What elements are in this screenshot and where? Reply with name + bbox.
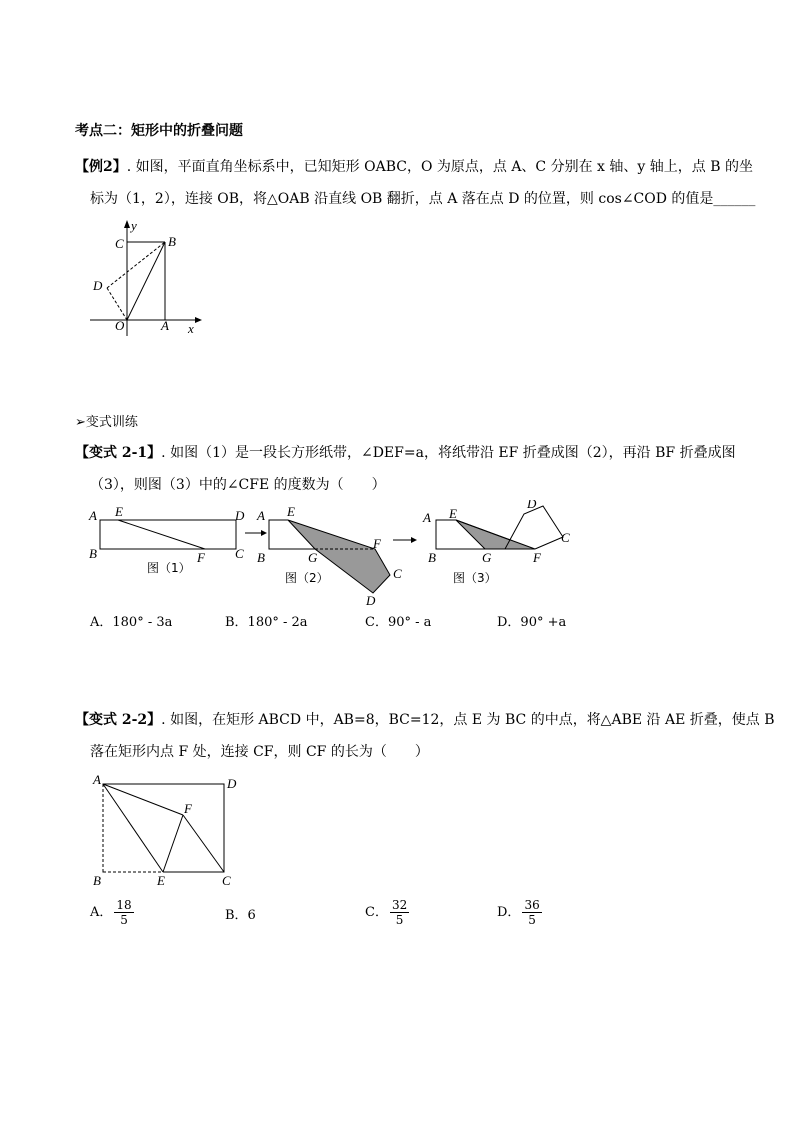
- q2-label-a: A: [93, 772, 101, 787]
- variant-2-1-text-1: . 如图（1）是一段长方形纸带，∠DEF=a，将纸带沿 EF 折叠成图（2），再沿 BF 折叠成图: [161, 445, 736, 461]
- variant-2-2-line-1: [75, 711, 775, 729]
- fig3-caption: 图（3）: [453, 571, 497, 585]
- q2-option-b[interactable]: B．6: [225, 908, 256, 923]
- q2-label-d: D: [227, 776, 237, 791]
- q2-option-a[interactable]: A． $\frac{18}{5}$: [90, 898, 132, 927]
- variant-2-1-line-2: （3），则图（3）中的∠CFE 的度数为（ ）: [90, 477, 386, 493]
- example-2-line-2: 标为（1，2），连接 OB，将△OAB 沿直线 OB 翻折，点 A 落在点 D 的位置，则 cos∠COD 的值是______: [90, 191, 756, 207]
- example-2-text-1: . 如图，平面直角坐标系中，已知矩形 OABC，O 为原点，点 A、C 分别在 x 轴、y 轴上，点 B 的坐: [126, 159, 753, 175]
- fig2-label-e: E: [287, 504, 295, 519]
- variant-2-1-line-1: [75, 444, 736, 462]
- y-axis-arrow: [124, 220, 130, 228]
- section-title: 考点二：矩形中的折叠问题: [75, 123, 243, 139]
- fig1-label-c: C: [235, 546, 244, 561]
- fig1-label-d: D: [235, 508, 245, 523]
- q2-label-e: E: [157, 873, 165, 888]
- label-o: O: [115, 318, 125, 333]
- variant-2-1-label: 【变式 2-1】: [75, 445, 162, 461]
- label-c: C: [115, 236, 124, 251]
- label-d: D: [93, 278, 103, 293]
- label-b: B: [168, 234, 176, 249]
- fig2-label-g: G: [308, 550, 318, 565]
- variant-2-1-figures: [85, 500, 585, 610]
- fig2-label-c: C: [393, 566, 402, 581]
- q2-label-c: C: [222, 873, 231, 888]
- fig3-label-g: G: [482, 550, 492, 565]
- option-d[interactable]: D．90° +a: [497, 615, 567, 630]
- label-y: y: [131, 218, 137, 233]
- fig1-label-b: B: [89, 546, 97, 561]
- figure-3: [422, 500, 570, 585]
- segment-fc: [183, 815, 224, 872]
- x-axis-arrow: [195, 317, 202, 323]
- segment-ob: [127, 242, 165, 320]
- q2-option-c[interactable]: C． $\frac{32}{5}$: [365, 898, 408, 927]
- fig1-label-f: F: [197, 550, 205, 565]
- fig3-label-a: A: [423, 510, 431, 525]
- example-2-figure: [85, 218, 210, 338]
- variant-2-2-figure: [85, 768, 255, 893]
- fig1-caption: 图（1）: [147, 561, 191, 575]
- label-a: A: [161, 318, 169, 333]
- q2-label-f: F: [184, 801, 192, 816]
- fig3-label-e: E: [449, 506, 457, 521]
- segment-af: [103, 784, 183, 815]
- example-2-label: 【例2】: [75, 159, 127, 175]
- fig3-label-b: B: [428, 550, 436, 565]
- option-a[interactable]: A．180° - 3a: [90, 615, 173, 630]
- variant-2-2-line-2: 落在矩形内点 F 处，连接 CF，则 CF 的长为（ ）: [90, 744, 429, 760]
- variant-2-2-label: 【变式 2-2】: [75, 712, 162, 728]
- fig1-label-e: E: [115, 504, 123, 519]
- figure-1: [88, 504, 245, 575]
- fig2-label-f: F: [373, 536, 381, 551]
- fig2-label-d: D: [366, 593, 376, 608]
- label-x: x: [188, 321, 194, 336]
- fig3-label-f: F: [533, 550, 541, 565]
- fig1-label-a: A: [89, 508, 97, 523]
- segment-do: [107, 288, 127, 320]
- example-2-line-1: [75, 158, 753, 176]
- segment-fe: [163, 815, 183, 872]
- fig2-label-b: B: [257, 550, 265, 565]
- fig3-label-d: D: [527, 500, 537, 511]
- fig2-label-a: A: [257, 508, 265, 523]
- q2-label-b: B: [93, 873, 101, 888]
- option-c[interactable]: C．90° - a: [365, 615, 432, 630]
- variant-2-2-text-1: . 如图，在矩形 ABCD 中，AB=8，BC=12，点 E 为 BC 的中点，将△ABE 沿 AE 折叠，使点 B: [161, 712, 775, 728]
- option-b[interactable]: B．180° - 2a: [225, 615, 308, 630]
- figure-2: [256, 504, 402, 608]
- fig2-caption: 图（2）: [285, 571, 329, 585]
- q2-option-d[interactable]: D． $\frac{36}{5}$: [497, 898, 540, 927]
- practice-header: ➢变式训练: [75, 415, 138, 430]
- segment-ae: [103, 784, 163, 872]
- fig3-label-c: C: [561, 530, 570, 545]
- segment-ef-1: [118, 520, 205, 549]
